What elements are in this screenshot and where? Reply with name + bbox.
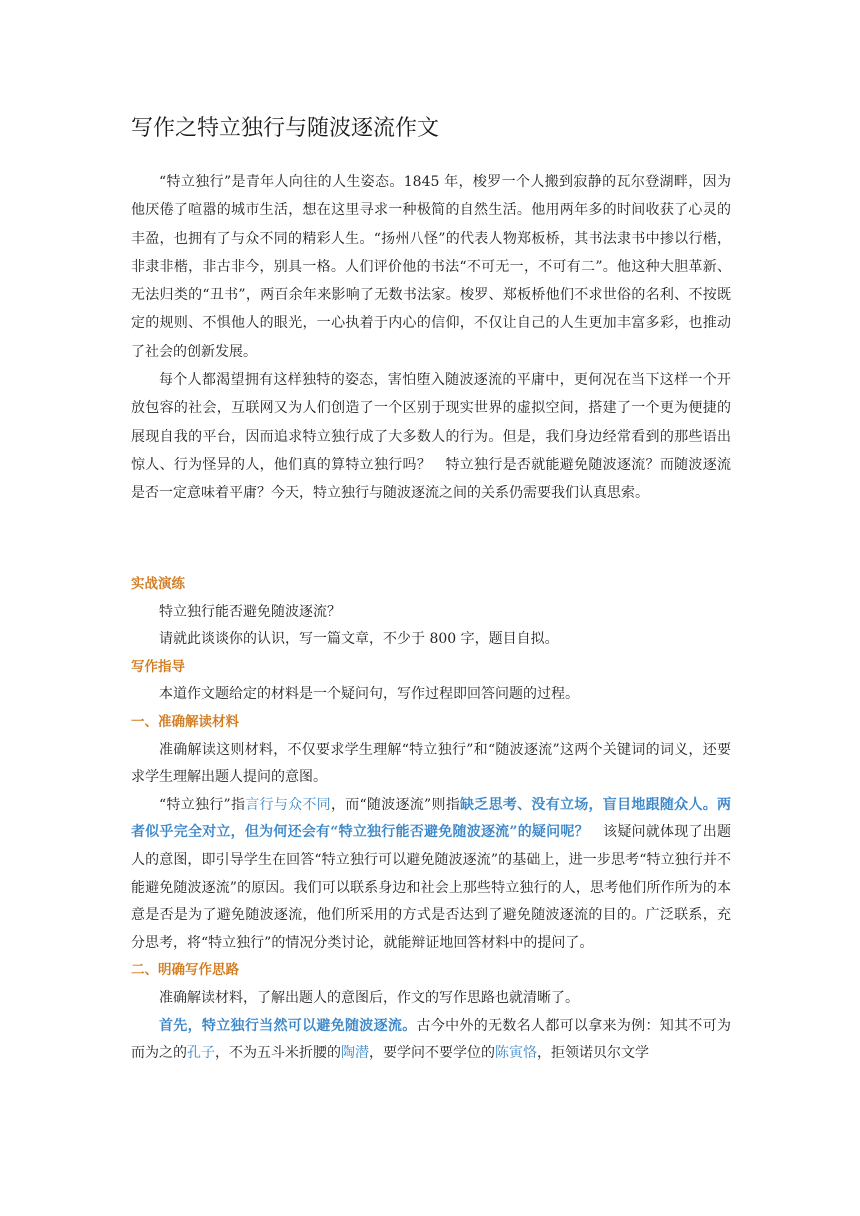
section2-paragraph-2 xyxy=(131,1013,731,1068)
highlight-text: 言行与众不同 xyxy=(245,796,331,813)
text-span: 古今中外的无数名人都可以拿来为例：知其不可为而为之的 xyxy=(131,1017,732,1062)
highlight-name: 孔子 xyxy=(187,1045,215,1062)
highlight-name: 陈寅恪 xyxy=(495,1045,537,1062)
guide-paragraph: 本道作文题给定的材料是一个疑问句，写作过程即回答问题的过程。 xyxy=(159,686,579,703)
intro-paragraph-2: 每个人都渴望拥有这样独特的姿态，害怕堕入随波逐流的平庸中，更何况在当下这样一个开放包容的社会，互联网又为人们创造了一个区别于现实世界的虚拟空间，搭建了一个更为便捷的展现自我的平台，因而追求特立独行成了大多数人的行为。但是，我们身边经常看到的那些语出惊人、行为怪异的人，他们真的算特立独行吗？ 特立独行是否就能避免随波逐流？而随波逐流是否一定意味着平庸？今天，特立独行与随波逐流之间的关系仍需要我们认真思索。 xyxy=(131,372,731,502)
highlight-text: 缺乏思考、没有立场，盲目地跟随众人。两者似乎完全对立，但为何还会有“特立独行能否避免随波逐流”的疑问呢？ xyxy=(131,796,732,841)
intro-paragraph-1: “特立独行”是青年人向往的人生姿态。1845 年，梭罗一个人搬到寂静的瓦尔登湖畔，因为他厌倦了喧嚣的城市生活，想在这里寻求一种极简的自然生活。他用两年多的时间收获了心灵的丰盈，也拥有了与众不同的精彩人生。“扬州八怪”的代表人物郑板桥，其书法隶书中掺以行楷，非隶非楷，非古非今，别具一格。人们评价他的书法“不可无一，不可有二”。他这种大胆革新、无法归类的“丑书”，两百余年来影响了无数书法家。梭罗、郑板桥他们不求世俗的名利、不按既定的规则、不惧他人的眼光，一心执着于内心的信仰，不仅让自己的人生更加丰富多彩，也推动了社会的创新发展。 xyxy=(131,174,731,360)
highlight-name: 陶潜 xyxy=(341,1045,369,1062)
section1-heading: 一、准确解读材料 xyxy=(131,713,239,730)
document-title: 写作之特立独行与随波逐流作文 xyxy=(131,116,440,141)
text-span: ，而“随波逐流”则指 xyxy=(330,796,461,813)
practice-instruction: 请就此谈谈你的认识，写一篇文章，不少于 800 字，题目自拟。 xyxy=(159,631,559,648)
section1-paragraph-1: 准确解读这则材料，不仅要求学生理解“特立独行”和“随波逐流”这两个关键词的词义，还要求学生理解出题人提问的意图。 xyxy=(131,741,731,786)
section2-paragraph-1: 准确解读材料，了解出题人的意图后，作文的写作思路也就清晰了。 xyxy=(159,989,579,1006)
text-span: “特立独行”指 xyxy=(159,796,246,813)
section2-heading: 二、明确写作思路 xyxy=(131,962,239,979)
text-span: ，不为五斗米折腰的 xyxy=(215,1045,341,1062)
practice-heading: 实战演练 xyxy=(131,576,185,592)
highlight-text: 首先，特立独行当然可以避免随波逐流。 xyxy=(159,1017,417,1034)
guide-heading: 写作指导 xyxy=(131,658,185,675)
text-span: ，要学问不要学位的 xyxy=(369,1045,495,1062)
section1-paragraph-2 xyxy=(131,792,731,958)
intro-section xyxy=(131,168,731,508)
text-span: 该疑问就体现了出题人的意图，即引导学生在回答“特立独行可以避免随波逐流”的基础上，进一步思考“特立独行并不能避免随波逐流”的原因。我们可以联系身边和社会上那些特立独行的人，思考他们所作所为的本意是否是为了避免随波逐流，他们所采用的方式是否达到了避免随波逐流的目的。广泛联系，充分思考，将“特立独行”的情况分类讨论，就能辩证地回答材料中的提问了。 xyxy=(131,824,731,951)
text-span: ，拒领诺贝尔文学 xyxy=(537,1045,649,1062)
writing-guide-section xyxy=(131,571,731,1068)
practice-question: 特立独行能否避免随波逐流？ xyxy=(159,603,341,620)
